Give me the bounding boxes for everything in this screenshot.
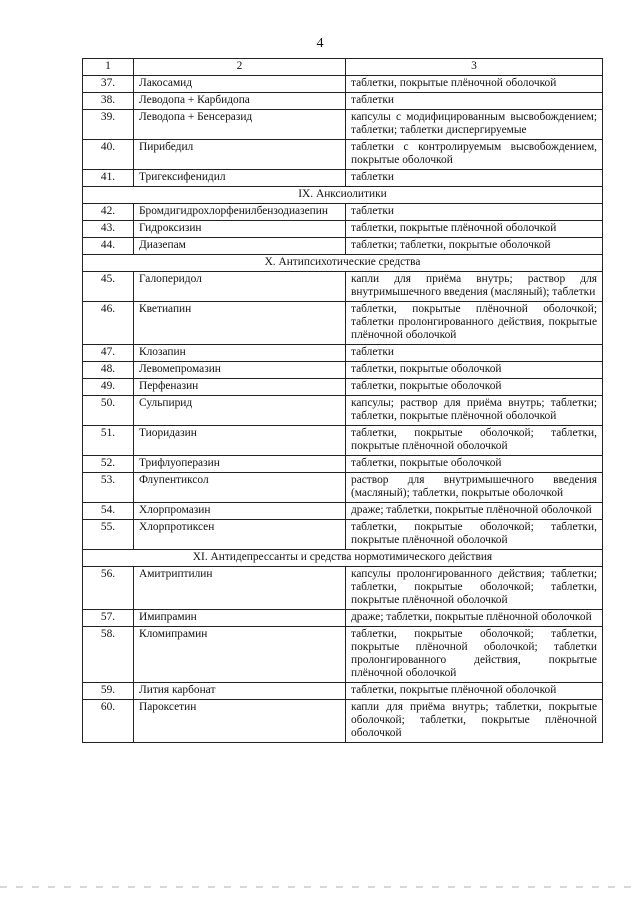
row-number: 43. xyxy=(83,221,134,238)
section-row xyxy=(83,255,603,272)
row-number: 56. xyxy=(83,567,134,610)
row-number: 42. xyxy=(83,204,134,221)
section-row xyxy=(83,550,603,567)
table-row xyxy=(83,396,603,426)
dosage-form: таблетки xyxy=(346,345,603,362)
dosage-form: таблетки, покрытые оболочкой xyxy=(346,379,603,396)
table-row xyxy=(83,627,603,683)
table-header-row xyxy=(83,59,603,76)
drug-name: Леводопа + Бенсеразид xyxy=(134,110,346,140)
dosage-form: драже; таблетки, покрытые плёночной оболочкой xyxy=(346,610,603,627)
row-number: 39. xyxy=(83,110,134,140)
drug-name: Сульпирид xyxy=(134,396,346,426)
drug-name: Бромдигидрохлорфенилбензодиазепин xyxy=(134,204,346,221)
row-number: 45. xyxy=(83,272,134,302)
scan-artifact-line xyxy=(0,886,640,888)
row-number: 47. xyxy=(83,345,134,362)
drug-name: Флупентиксол xyxy=(134,473,346,503)
table-row xyxy=(83,473,603,503)
row-number: 54. xyxy=(83,503,134,520)
dosage-form: капсулы; раствор для приёма внутрь; таблетки; таблетки, покрытые плёночной оболочкой xyxy=(346,396,603,426)
row-number: 41. xyxy=(83,170,134,187)
dosage-form: капли для приёма внутрь; таблетки, покрытые оболочкой; таблетки, покрытые плёночной оболочкой xyxy=(346,700,603,743)
section-row xyxy=(83,187,603,204)
drug-name: Клозапин xyxy=(134,345,346,362)
dosage-form: таблетки, покрытые оболочкой; таблетки, покрытые плёночной оболочкой xyxy=(346,426,603,456)
table-row xyxy=(83,204,603,221)
row-number: 52. xyxy=(83,456,134,473)
dosage-form: таблетки xyxy=(346,204,603,221)
drug-name: Галоперидол xyxy=(134,272,346,302)
drug-name: Лакосамид xyxy=(134,76,346,93)
table-row xyxy=(83,610,603,627)
drug-name: Левомепромазин xyxy=(134,362,346,379)
table-row xyxy=(83,345,603,362)
dosage-form: таблетки, покрытые плёночной оболочкой xyxy=(346,221,603,238)
drug-name: Имипрамин xyxy=(134,610,346,627)
row-number: 38. xyxy=(83,93,134,110)
drug-name: Диазепам xyxy=(134,238,346,255)
drug-name: Хлорпромазин xyxy=(134,503,346,520)
table-row xyxy=(83,140,603,170)
row-number: 53. xyxy=(83,473,134,503)
dosage-form: таблетки xyxy=(346,93,603,110)
section-title: IX. Анксиолитики xyxy=(83,187,603,204)
row-number: 58. xyxy=(83,627,134,683)
dosage-form: таблетки; таблетки, покрытые оболочкой xyxy=(346,238,603,255)
table-row xyxy=(83,426,603,456)
table-row xyxy=(83,272,603,302)
column-header-name: 2 xyxy=(134,59,346,76)
table-row xyxy=(83,221,603,238)
column-header-number: 1 xyxy=(83,59,134,76)
drug-name: Кветиапин xyxy=(134,302,346,345)
drug-name: Пирибедил xyxy=(134,140,346,170)
row-number: 59. xyxy=(83,683,134,700)
section-title: X. Антипсихотические средства xyxy=(83,255,603,272)
page-number: 4 xyxy=(316,36,324,51)
drug-name: Леводопа + Карбидопа xyxy=(134,93,346,110)
row-number: 51. xyxy=(83,426,134,456)
drug-name: Пароксетин xyxy=(134,700,346,743)
dosage-form: капли для приёма внутрь; раствор для внутримышечного введения (масляный); таблетки xyxy=(346,272,603,302)
dosage-form: таблетки, покрытые оболочкой; таблетки, покрытые плёночной оболочкой xyxy=(346,520,603,550)
row-number: 57. xyxy=(83,610,134,627)
drug-name: Хлорпротиксен xyxy=(134,520,346,550)
row-number: 48. xyxy=(83,362,134,379)
dosage-form: таблетки, покрытые плёночной оболочкой xyxy=(346,683,603,700)
table-row xyxy=(83,170,603,187)
table-row xyxy=(83,456,603,473)
table-row xyxy=(83,76,603,93)
row-number: 49. xyxy=(83,379,134,396)
table-row xyxy=(83,700,603,743)
row-number: 55. xyxy=(83,520,134,550)
table-row xyxy=(83,93,603,110)
dosage-form: таблетки, покрытые плёночной оболочкой; таблетки пролонгированного действия, покрытые плёночной оболочкой xyxy=(346,302,603,345)
table-row xyxy=(83,238,603,255)
drug-name: Гидроксизин xyxy=(134,221,346,238)
table-row xyxy=(83,503,603,520)
drug-name: Трифлуоперазин xyxy=(134,456,346,473)
dosage-form: таблетки, покрытые плёночной оболочкой xyxy=(346,76,603,93)
medication-table xyxy=(82,58,603,743)
table-body xyxy=(83,76,603,743)
dosage-form: капсулы пролонгированного действия; таблетки; таблетки, покрытые оболочкой; таблетки, покрытые плёночной оболочкой xyxy=(346,567,603,610)
drug-name: Перфеназин xyxy=(134,379,346,396)
dosage-form: раствор для внутримышечного введения (масляный); таблетки, покрытые оболочкой xyxy=(346,473,603,503)
dosage-form: таблетки, покрытые оболочкой; таблетки, покрытые плёночной оболочкой; таблетки пролонгированного действия, покрытые плёночной оболочкой xyxy=(346,627,603,683)
dosage-form: таблетки, покрытые оболочкой xyxy=(346,362,603,379)
row-number: 50. xyxy=(83,396,134,426)
section-title: XI. Антидепрессанты и средства нормотимического действия xyxy=(83,550,603,567)
table-row xyxy=(83,520,603,550)
dosage-form: таблетки, покрытые оболочкой xyxy=(346,456,603,473)
drug-name: Тригексифенидил xyxy=(134,170,346,187)
table-row xyxy=(83,567,603,610)
dosage-form: таблетки xyxy=(346,170,603,187)
dosage-form: капсулы с модифицированным высвобождением; таблетки; таблетки диспергируемые xyxy=(346,110,603,140)
row-number: 60. xyxy=(83,700,134,743)
column-header-form: 3 xyxy=(346,59,603,76)
table-row xyxy=(83,362,603,379)
row-number: 37. xyxy=(83,76,134,93)
table-row xyxy=(83,683,603,700)
dosage-form: таблетки с контролируемым высвобождением, покрытые оболочкой xyxy=(346,140,603,170)
row-number: 44. xyxy=(83,238,134,255)
table-row xyxy=(83,110,603,140)
dosage-form: драже; таблетки, покрытые плёночной оболочкой xyxy=(346,503,603,520)
drug-name: Кломипрамин xyxy=(134,627,346,683)
drug-name: Тиоридазин xyxy=(134,426,346,456)
table-row xyxy=(83,379,603,396)
drug-name: Лития карбонат xyxy=(134,683,346,700)
table-row xyxy=(83,302,603,345)
drug-name: Амитриптилин xyxy=(134,567,346,610)
row-number: 40. xyxy=(83,140,134,170)
row-number: 46. xyxy=(83,302,134,345)
